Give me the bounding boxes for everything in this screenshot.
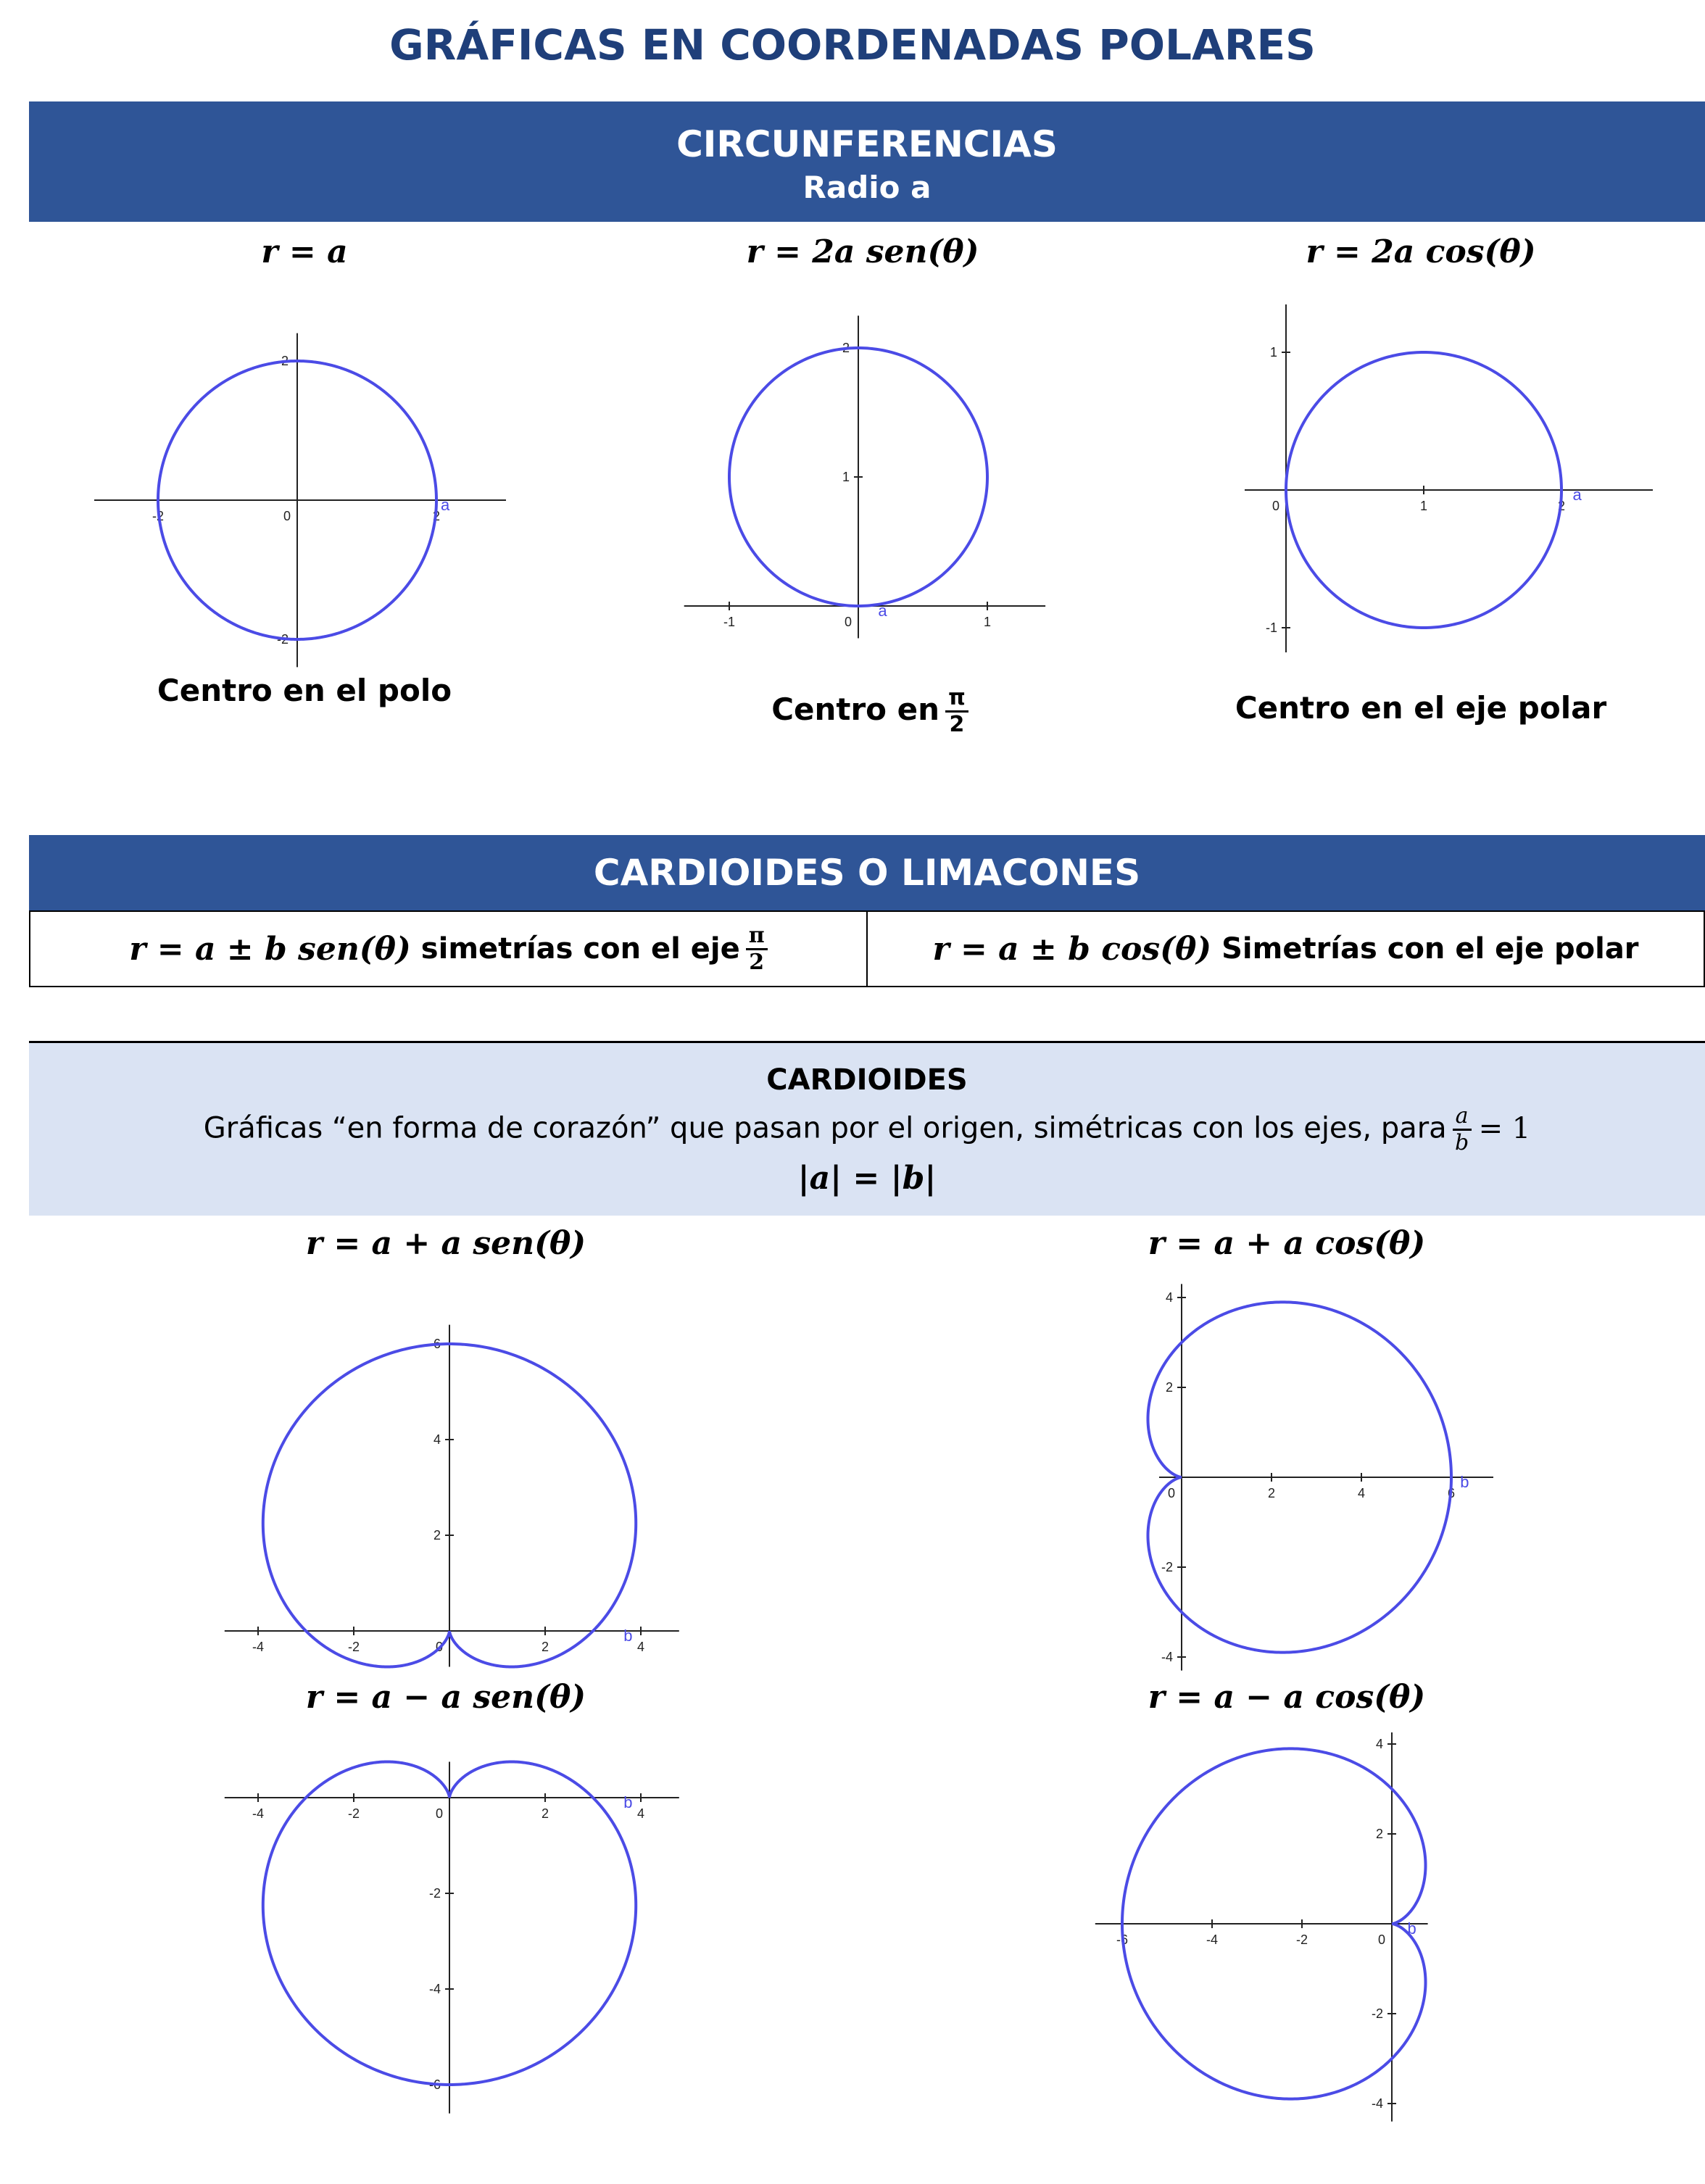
x-tick-label: 4: [636, 1640, 645, 1654]
x-tick-label: 4: [1357, 1486, 1366, 1500]
limacon-sen-text: simetrías con el eje: [420, 932, 740, 966]
circle-formula-2: r = 2a sen(θ): [746, 233, 979, 270]
y-tick-label: 2: [1375, 1827, 1383, 1841]
y-tick-label: -4: [1161, 1650, 1173, 1664]
y-tick-label: -2: [428, 1886, 441, 1901]
y-tick-label: -2: [276, 632, 289, 647]
x-tick-label: 2: [541, 1806, 549, 1821]
circle-caption-2-text: Centro en: [771, 692, 940, 727]
y-tick-label: 2: [842, 341, 850, 355]
symmetry-cell-cos: [866, 912, 1704, 986]
y-tick-label: 4: [1165, 1290, 1173, 1305]
x-tick-label: 0: [1272, 499, 1280, 513]
x-tick-label: -4: [252, 1806, 265, 1821]
y-tick-label: -6: [428, 2077, 441, 2092]
y-tick-label: 1: [1269, 345, 1277, 360]
x-tick-label: 2: [1267, 1486, 1276, 1500]
circle-caption-3: Centro en el eje polar: [1235, 690, 1607, 726]
point-label: a: [441, 496, 450, 514]
section-circles-heading: CIRCUNFERENCIAS: [676, 123, 1058, 165]
x-tick-label: 0: [1167, 1486, 1176, 1500]
x-tick-label: 2: [432, 509, 441, 523]
ratio-value: = 1: [1478, 1111, 1531, 1145]
y-tick-label: 4: [1375, 1737, 1383, 1751]
point-label: b: [623, 1627, 633, 1645]
y-tick-label: 1: [842, 470, 850, 484]
graph-cardioid-minus-cos: [1087, 1732, 1493, 2131]
x-tick-label: 0: [283, 509, 291, 523]
symmetry-cell-sen: [30, 912, 866, 986]
y-tick-label: 2: [433, 1528, 441, 1542]
cardioid-info-box: [29, 1041, 1705, 1216]
graph-cardioid-plus-sen: [217, 1305, 681, 1674]
graph-circle-cos: [1196, 304, 1653, 652]
fraction-numerator: π: [746, 923, 768, 950]
y-tick-label: -2: [1371, 2006, 1383, 2021]
circle-formula-3: r = 2a cos(θ): [1306, 233, 1536, 270]
cardioid-description-text: Gráficas “en forma de corazón” que pasan por el origen, simétricas con los ejes, para: [203, 1111, 1447, 1145]
symmetry-table: [29, 910, 1705, 987]
x-tick-label: 0: [435, 1806, 444, 1821]
x-tick-label: -4: [252, 1640, 265, 1654]
point-label: b: [1407, 1919, 1416, 1938]
x-tick-label: 2: [1557, 499, 1566, 513]
fraction-denominator: 2: [749, 949, 765, 975]
x-tick-label: 0: [844, 615, 852, 629]
pi-over-2-fraction: [945, 686, 968, 737]
point-label: a: [878, 602, 887, 620]
pi-over-2-fraction: [746, 923, 768, 975]
x-tick-label: 6: [1447, 1486, 1456, 1500]
x-tick-label: -2: [1295, 1932, 1308, 1947]
cardioid-formula-3: r = a − a sen(θ): [305, 1679, 586, 1716]
x-tick-label: 0: [1377, 1932, 1386, 1947]
y-tick-label: -2: [1161, 1560, 1173, 1574]
cardioid-heading: CARDIOIDES: [766, 1063, 968, 1097]
circle-caption-2: [725, 686, 1015, 737]
cardioid-formula-1: r = a + a sen(θ): [305, 1225, 586, 1262]
y-tick-label: 2: [281, 354, 289, 368]
cardioid-description: [29, 1104, 1705, 1155]
x-tick-label: 1: [1419, 499, 1428, 513]
y-tick-label: -1: [1265, 620, 1277, 635]
point-label: b: [623, 1793, 633, 1811]
x-tick-label: -2: [347, 1806, 360, 1821]
point-label: b: [1460, 1473, 1469, 1491]
graph-circle-pole: [94, 326, 529, 681]
cardioid-formula-2: r = a + a cos(θ): [1148, 1225, 1426, 1262]
fraction-denominator: 2: [949, 712, 965, 737]
point-label: a: [1572, 486, 1582, 504]
fraction-numerator: π: [945, 686, 968, 713]
x-tick-label: -1: [723, 615, 736, 629]
cardioid-formula-4: r = a − a cos(θ): [1148, 1679, 1426, 1716]
limacon-cos-text: Simetrías con el eje polar: [1221, 932, 1639, 966]
x-tick-label: -2: [152, 509, 165, 523]
fraction-numerator: a: [1453, 1104, 1472, 1131]
x-tick-label: 0: [435, 1640, 444, 1654]
x-tick-label: 1: [983, 615, 992, 629]
graph-circle-sen: [674, 290, 1058, 660]
x-tick-label: 4: [636, 1806, 645, 1821]
section-circles-band: [29, 101, 1705, 222]
a-over-b-fraction: [1453, 1104, 1472, 1155]
graph-cardioid-plus-cos: [1087, 1276, 1493, 1682]
limacon-cos-formula: r = a ± b cos(θ): [932, 930, 1212, 968]
x-tick-label: -2: [347, 1640, 360, 1654]
x-tick-label: 2: [541, 1640, 549, 1654]
y-tick-label: 4: [433, 1432, 441, 1447]
fraction-denominator: b: [1455, 1130, 1469, 1155]
cardioid-equation: |a| = |b|: [797, 1160, 937, 1197]
y-tick-label: -4: [428, 1982, 441, 1996]
x-tick-label: -4: [1206, 1932, 1219, 1947]
graph-cardioid-minus-sen: [217, 1754, 681, 2131]
x-tick-label: -6: [1116, 1932, 1129, 1947]
y-tick-label: 6: [433, 1337, 441, 1351]
section-circles-subheading: Radio a: [802, 170, 932, 205]
page-title: GRÁFICAS EN COORDENADAS POLARES: [389, 20, 1316, 70]
y-tick-label: -4: [1371, 2096, 1383, 2111]
limacon-sen-formula: r = a ± b sen(θ): [129, 930, 411, 968]
circle-caption-1: Centro en el polo: [157, 673, 452, 708]
section-limacon-band: CARDIOIDES O LIMACONES: [29, 835, 1705, 910]
circle-formula-1: r = a: [261, 233, 348, 270]
y-tick-label: 2: [1165, 1380, 1173, 1395]
